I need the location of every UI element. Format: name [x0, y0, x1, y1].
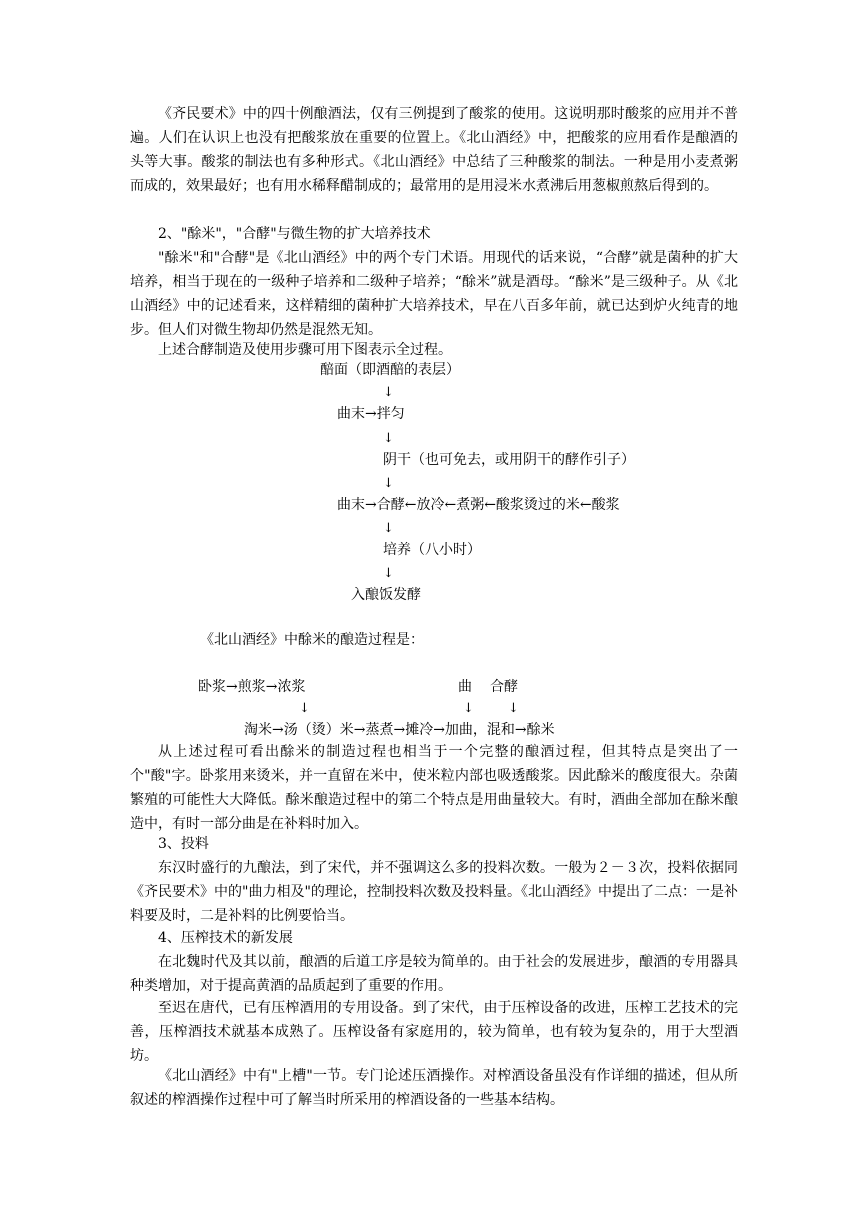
down-arrow-icon: ↓ — [463, 701, 474, 716]
flow1-step-dry: 阴干（也可免去，或用阴干的酵作引子） — [383, 452, 635, 468]
paragraph-upper-trough: 《北山酒经》中有"上槽"一节。专门论述压酒操作。对榨酒设备虽没有作详细的描述，但从所叙述的榨酒操作过程中可了解当时所采用的榨酒设备的一些基本结构。 — [130, 1068, 738, 1108]
flow1-step-surface: 醅面（即酒醅的表层） — [320, 362, 460, 378]
paragraph-tumi-hejiao: "酴米"和"合酵"是《北山酒经》中的两个专门术语。用现代的话来说，“合酵”就是菌种的扩大培养，相当于现在的一级种子培养和二级种子培养；“酴米”就是酒母。“酴米”是三级种子。从《北山酒经》中的记述看来，这样精细的菌种扩大培养技术，早在八百多年前，就已达到炉火纯青的地步。但人们对微生物却仍然是混然无知。 — [130, 250, 738, 338]
down-arrow-icon: ↓ — [383, 566, 394, 581]
down-arrow-icon: ↓ — [383, 385, 394, 400]
down-arrow-icon: ↓ — [508, 701, 519, 716]
tumi-process-caption: 《北山酒经》中酴米的酿造过程是： — [200, 632, 424, 648]
down-arrow-icon: ↓ — [383, 431, 394, 446]
paragraph-tang-song-pressing: 至迟在唐代，已有压榨酒用的专用设备。到了宋代，由于压榨设备的改进，压榨工艺技术的完善，压榨酒技术就基本成熟了。压榨设备有家庭用的，较为简单，也有较为复杂的，用于大型酒坊。 — [130, 1000, 738, 1064]
flow1-step-hejiao: 曲末→合酵←放冷←煮粥←酸浆烫过的米←酸浆 — [337, 497, 620, 513]
flow2-slurry-chain: 卧浆→煎浆→浓浆 — [198, 679, 306, 695]
paragraph-tumi-features: 从上述过程可看出酴米的制造过程也相当于一个完整的酿酒过程，但其特点是突出了一个"酸"字。卧浆用来烫米，并一直留在米中，使米粒内部也吸透酸浆。因此酴米的酸度很大。杂菌繁殖的可能性大大降低。酴米酿造过程中的第二个特点是用曲量较大。有时，酒曲全部加在酴米酿造中，有时一部分曲是在补料时加入。 — [130, 744, 738, 832]
flow2-hejiao-label: 合酵 — [490, 679, 518, 695]
flow1-step-ferment: 入酿饭发酵 — [351, 587, 421, 603]
paragraph-feeding: 东汉时盛行的九酿法，到了宋代，并不强调这么多的投料次数。一般为２－３次，投料依据同《齐民要术》中的"曲力相及"的理论，控制投料次数及投料量。《北山酒经》中提出了二点：一是补料要及时，二是补料的比例要恰当。 — [130, 860, 738, 924]
paragraph-pressing-history: 在北魏时代及其以前，酿酒的后道工序是较为简单的。由于社会的发展进步，酿酒的专用器具种类增加，对于提高黄酒的品质起到了重要的作用。 — [130, 954, 738, 994]
down-arrow-icon: ↓ — [383, 476, 394, 491]
flow2-qu-label: 曲 — [458, 679, 472, 695]
down-arrow-icon: ↓ — [299, 701, 310, 716]
flow1-step-culture: 培养（八小时） — [383, 542, 481, 558]
paragraph-flow-intro: 上述合酵制造及使用步骤可用下图表示全过程。 — [158, 342, 452, 358]
section-heading-4: 4、压榨技术的新发展 — [158, 930, 293, 946]
paragraph-acid-slurry: 《齐民要术》中的四十例酿酒法，仅有三例提到了酸浆的使用。这说明那时酸浆的应用并不普遍。人们在认识上也没有把酸浆放在重要的位置上。《北山酒经》中，把酸浆的应用看作是酿酒的头等大事。酸浆的制法也有多种形式。《北山酒经》中总结了三种酸浆的制法。一种是用小麦煮粥而成的，效果最好；也有用水稀释醋制成的；最常用的是用浸米水煮沸后用葱椒煎熬后得到的。 — [130, 106, 738, 194]
flow2-rice-chain: 淘米→汤（烫）米→蒸煮→摊冷→加曲，混和→酴米 — [244, 722, 555, 738]
flow1-step-mix: 曲末→拌匀 — [337, 406, 405, 422]
down-arrow-icon: ↓ — [383, 521, 394, 536]
section-heading-2: 2、"酴米"，"合酵"与微生物的扩大培养技术 — [158, 226, 431, 242]
section-heading-3: 3、投料 — [158, 836, 209, 852]
